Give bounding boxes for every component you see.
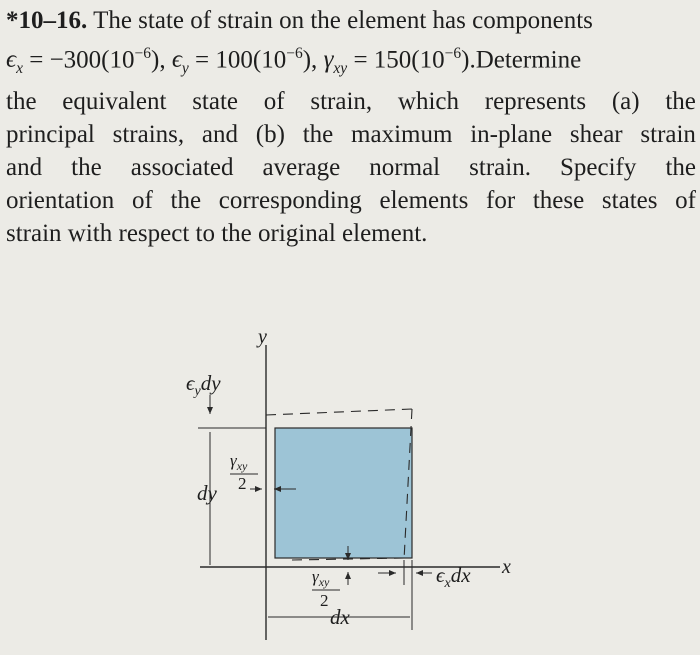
word: shear <box>569 121 623 149</box>
word: elements <box>379 187 469 215</box>
word: in-plane <box>470 121 553 149</box>
word: the <box>170 187 202 215</box>
problem-intro: The state of strain on the element has components <box>93 7 593 34</box>
gamma-half-label-left: $\gamma_{xy}$ <box>230 451 248 473</box>
word: normal <box>369 154 441 182</box>
close-2: ), <box>302 46 318 74</box>
word: associated <box>130 154 234 182</box>
word: of <box>132 187 153 215</box>
word: principal <box>6 121 95 149</box>
word: the <box>665 88 696 116</box>
strain-ey-value: = 100(10 <box>195 46 287 74</box>
word: represents <box>484 88 587 116</box>
word: strains, <box>112 121 185 149</box>
word: average <box>262 154 341 182</box>
epsilon-y-symbol: $\epsilon_y$ <box>171 46 189 78</box>
x-axis-label: x <box>502 556 511 578</box>
word: which <box>397 88 459 116</box>
exp-3: −6 <box>444 45 462 62</box>
close-3: ). <box>461 46 476 74</box>
strain-gxy-value: = 150(10 <box>353 46 445 74</box>
word: the <box>302 121 334 149</box>
gamma-xy-symbol: $\gamma_{xy}$ <box>323 46 348 78</box>
word: the <box>6 88 37 116</box>
word: the <box>71 154 102 182</box>
strain-ex-value: = −300(10 <box>29 46 135 74</box>
word: these <box>532 187 585 215</box>
word: corresponding <box>218 187 362 215</box>
exp-1: −6 <box>134 45 151 62</box>
problem-line-7: strain with respect to the original element. <box>6 220 428 248</box>
word: state <box>192 88 239 116</box>
word: orientation <box>6 187 115 215</box>
deformed-element <box>275 428 412 558</box>
word: of <box>263 88 285 116</box>
word: (b) <box>255 121 285 149</box>
word: strain, <box>310 88 373 116</box>
word: and <box>201 121 239 149</box>
word: strain. <box>469 154 531 182</box>
word: the <box>665 154 696 182</box>
word: states <box>601 187 658 215</box>
dy-label: dy <box>197 481 217 505</box>
exp-2: −6 <box>286 45 303 62</box>
epsilon-x-symbol: $\epsilon_x$ <box>6 46 23 78</box>
determine-word: Determine <box>475 46 582 74</box>
word: maximum <box>351 121 453 149</box>
two-left: 2 <box>238 474 247 493</box>
word: for <box>486 187 516 215</box>
gamma-half-label-bottom: $\gamma_{xy}$ <box>312 567 330 589</box>
word: and <box>6 154 43 182</box>
two-bottom: 2 <box>320 591 329 610</box>
word: strain <box>640 121 696 149</box>
close-1: ), <box>151 46 166 74</box>
word: Specify <box>560 154 637 182</box>
dx-label: dx <box>330 605 350 629</box>
word: (a) <box>611 88 640 116</box>
word: equivalent <box>62 88 167 116</box>
word: of <box>675 187 696 215</box>
problem-number: *10–16. <box>6 7 88 34</box>
ex-dx-label: $\epsilon_xdx$ <box>436 563 471 591</box>
ey-dy-label: $\epsilon_ydy$ <box>186 371 221 399</box>
y-axis-label: y <box>258 326 267 348</box>
